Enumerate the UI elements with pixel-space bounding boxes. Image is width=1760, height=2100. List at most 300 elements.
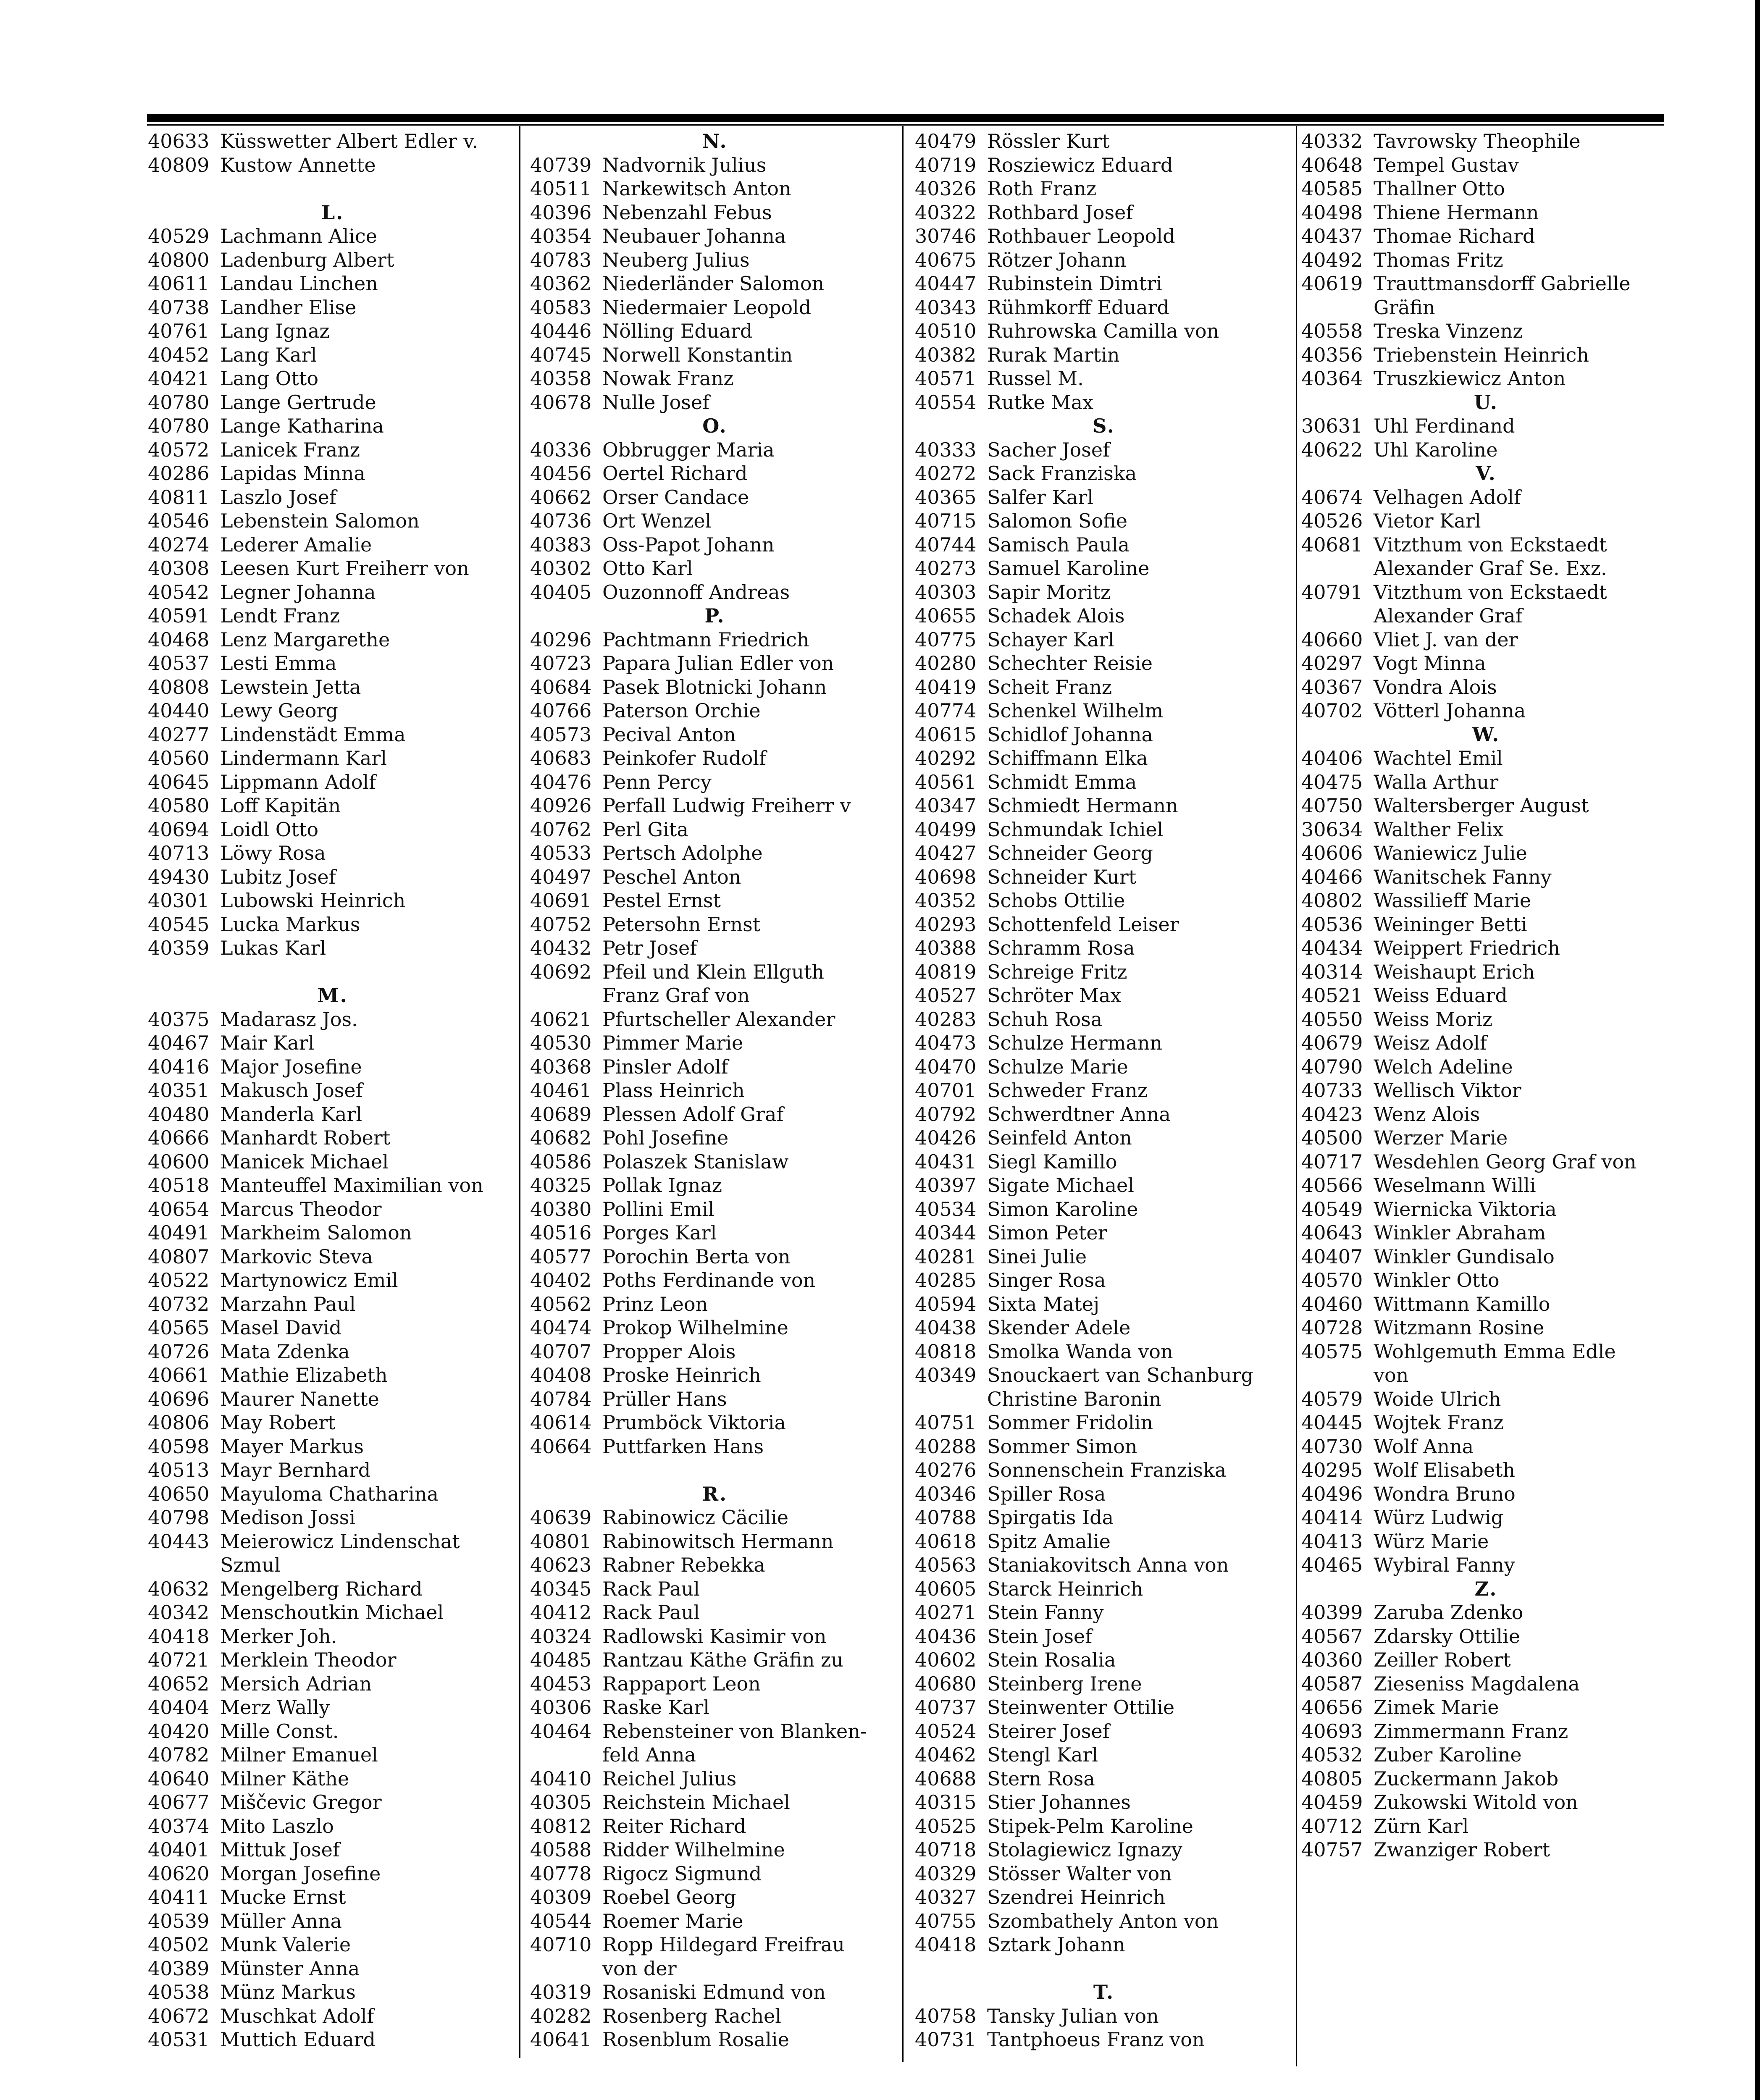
entry-row xyxy=(148,675,517,699)
entry-row xyxy=(530,1530,900,1554)
entry-number: 40744 xyxy=(915,533,977,556)
entry-name: Ladenburg Albert xyxy=(220,248,394,271)
entry-row xyxy=(530,1221,900,1245)
entry-number: 40527 xyxy=(915,984,977,1007)
entry-name: Pachtmann Friedrich xyxy=(602,628,809,651)
entry-name: Makusch Josef xyxy=(220,1079,363,1102)
entry-name: Lenz Margarethe xyxy=(220,628,390,651)
entry-name: Pinsler Adolf xyxy=(602,1055,728,1078)
entry-row xyxy=(148,1957,517,1981)
entry-name: Lindenstädt Emma xyxy=(220,723,406,746)
entry-row xyxy=(530,1126,900,1150)
entry-number: 40404 xyxy=(148,1696,210,1719)
entry-number: 40678 xyxy=(530,391,592,414)
entry-row xyxy=(148,1933,517,1957)
entry-number: 40407 xyxy=(1301,1245,1363,1268)
entry-number: 40560 xyxy=(148,747,210,769)
entry-number: 40497 xyxy=(530,865,592,888)
entry-number: 40575 xyxy=(1301,1340,1363,1363)
entry-name: Milner Käthe xyxy=(220,1767,349,1790)
entry-number: 40731 xyxy=(915,2028,977,2051)
entry-name: Mengelberg Richard xyxy=(220,1577,423,1600)
entry-row xyxy=(915,1530,1293,1554)
entry-row xyxy=(915,533,1293,557)
entry-row xyxy=(530,818,900,842)
entry-row xyxy=(915,580,1293,604)
entry-row xyxy=(915,1173,1293,1197)
entry-row xyxy=(1301,1482,1671,1506)
entry-number: 40572 xyxy=(148,438,210,461)
entry-name: Münster Anna xyxy=(220,1957,360,1980)
entry-name: Thomae Richard xyxy=(1374,225,1535,247)
entry-number: 40406 xyxy=(1301,747,1363,769)
entry-number: 40696 xyxy=(148,1387,210,1410)
entry-number: 40801 xyxy=(530,1530,592,1553)
entry-row xyxy=(1301,1173,1671,1197)
entry-row xyxy=(915,936,1293,960)
entry-number: 40301 xyxy=(148,889,210,912)
entry-name: Skender Adele xyxy=(987,1316,1131,1339)
entry-number: 40654 xyxy=(148,1197,210,1221)
entry-row xyxy=(148,486,517,509)
entry-name: Merker Joh. xyxy=(220,1625,337,1648)
entry-number: 40511 xyxy=(530,177,592,200)
entry-row xyxy=(1301,319,1671,343)
entry-name: Papara Julian Edler von xyxy=(602,652,834,675)
entry-row xyxy=(915,1150,1293,1174)
entry-name: Lang Karl xyxy=(220,343,317,366)
entry-name: Legner Johanna xyxy=(220,580,376,604)
entry-number: 40688 xyxy=(915,1767,977,1790)
entry-name: Prüller Hans xyxy=(602,1387,727,1410)
entry-number: 40807 xyxy=(148,1245,210,1268)
entry-number: 40811 xyxy=(148,486,210,509)
entry-name: Wassilieff Marie xyxy=(1374,889,1531,912)
entry-name: Prokop Wilhelmine xyxy=(602,1316,788,1339)
entry-row xyxy=(148,248,517,272)
entry-number: 40459 xyxy=(1301,1791,1363,1814)
entry-number: 40792 xyxy=(915,1102,977,1126)
entry-name: Zdarsky Ottilie xyxy=(1374,1625,1520,1648)
entry-row xyxy=(530,628,900,652)
entry-number: 40359 xyxy=(148,937,210,959)
entry-name: Werzer Marie xyxy=(1374,1126,1508,1149)
entry-row xyxy=(1301,509,1671,533)
entry-number: 40518 xyxy=(148,1174,210,1197)
entry-name: Penn Percy xyxy=(602,770,712,793)
entry-name: Petr Josef xyxy=(602,937,697,959)
entry-name: Raske Karl xyxy=(602,1696,709,1719)
entry-name: Vondra Alois xyxy=(1374,675,1497,698)
entry-name: Schreige Fritz xyxy=(987,960,1127,983)
entry-name: Landher Elise xyxy=(220,296,357,319)
entry-row xyxy=(1301,1316,1671,1340)
entry-number: 40309 xyxy=(530,1886,592,1908)
entry-name: Zieseniss Magdalena xyxy=(1374,1672,1580,1695)
entry-row xyxy=(915,1553,1293,1577)
entry-number: 40558 xyxy=(1301,320,1363,342)
entry-number: 40333 xyxy=(915,438,977,461)
entry-row xyxy=(915,913,1293,937)
entry-row xyxy=(148,841,517,865)
entry-name: Lebenstein Salomon xyxy=(220,509,420,532)
entry-row xyxy=(915,1577,1293,1601)
entry-number: 40672 xyxy=(148,2004,210,2027)
entry-number: 40806 xyxy=(148,1411,210,1434)
entry-number: 40295 xyxy=(1301,1459,1363,1481)
entry-row xyxy=(530,1173,900,1197)
entry-name: Oss-Papot Johann xyxy=(602,533,775,556)
entry-name: Manhardt Robert xyxy=(220,1126,391,1149)
entry-row xyxy=(915,1933,1293,1957)
entry-row xyxy=(148,1980,517,2004)
entry-number: 40280 xyxy=(915,652,977,675)
entry-name: Schneider Kurt xyxy=(987,865,1137,888)
entry-row xyxy=(148,1648,517,1672)
letter-heading: S. xyxy=(1093,415,1115,437)
entry-row xyxy=(148,1696,517,1719)
entry-number: 40352 xyxy=(915,889,977,912)
entry-row xyxy=(915,319,1293,343)
entry-number: 40525 xyxy=(915,1814,977,1838)
entry-name: Milner Emanuel xyxy=(220,1743,378,1766)
entry-row xyxy=(915,201,1293,225)
entry-name: Lange Gertrude xyxy=(220,391,376,414)
entry-number: 40530 xyxy=(530,1032,592,1054)
entry-number: 40354 xyxy=(530,225,592,247)
entry-number: 40586 xyxy=(530,1150,592,1173)
entry-number: 40684 xyxy=(530,675,592,698)
entry-name: Zwanziger Robert xyxy=(1374,1838,1550,1861)
entry-name: Peinkofer Rudolf xyxy=(602,747,767,769)
entry-name: Morgan Josefine xyxy=(220,1862,381,1885)
entry-name: Winkler Otto xyxy=(1374,1269,1500,1292)
entry-number: 40611 xyxy=(148,272,210,295)
entry-name: Schwerdtner Anna xyxy=(987,1102,1171,1126)
entry-number: 40272 xyxy=(915,462,977,485)
entry-number: 40421 xyxy=(148,367,210,390)
entry-row xyxy=(530,556,900,580)
entry-row xyxy=(1301,1126,1671,1150)
page-edge-right xyxy=(1755,0,1760,2100)
entry-number: 40723 xyxy=(530,652,592,675)
entry-number: 40677 xyxy=(148,1791,210,1814)
entry-name: Martynowicz Emil xyxy=(220,1269,398,1292)
entry-name: Rantzau Käthe Gräfin zu xyxy=(602,1648,843,1671)
entry-row xyxy=(1301,628,1671,652)
entry-name: Norwell Konstantin xyxy=(602,343,793,366)
entry-name: Otto Karl xyxy=(602,557,693,580)
entry-number: 40356 xyxy=(1301,343,1363,366)
entry-row xyxy=(148,1458,517,1482)
entry-number: 40818 xyxy=(915,1340,977,1363)
entry-name: Stein Fanny xyxy=(987,1601,1104,1624)
entry-number: 30746 xyxy=(915,225,977,247)
entry-row xyxy=(915,1696,1293,1719)
entry-row xyxy=(915,1008,1293,1032)
entry-number: 40414 xyxy=(1301,1506,1363,1529)
entry-number: 40522 xyxy=(148,1269,210,1292)
entry-name: Schulze Marie xyxy=(987,1055,1128,1078)
entry-name: Wenz Alois xyxy=(1374,1102,1480,1126)
entry-number: 40660 xyxy=(1301,628,1363,651)
entry-row xyxy=(915,153,1293,177)
entry-row xyxy=(915,438,1293,462)
entry-row xyxy=(1301,201,1671,225)
entry-row xyxy=(530,1790,900,1814)
entry-number: 49430 xyxy=(148,865,210,888)
entry-number: 40736 xyxy=(530,509,592,532)
entry-number: 40802 xyxy=(1301,889,1363,912)
entry-row xyxy=(915,1719,1293,1743)
entry-number: 40710 xyxy=(530,1933,592,1956)
entry-row xyxy=(148,1885,517,1909)
entry-row xyxy=(915,2004,1293,2028)
entry-row xyxy=(915,556,1293,580)
entry-row xyxy=(148,1767,517,1791)
entry-number: 40536 xyxy=(1301,913,1363,936)
entry-name: Pecival Anton xyxy=(602,723,736,746)
entry-number: 40491 xyxy=(148,1221,210,1244)
entry-name: Manderla Karl xyxy=(220,1102,363,1126)
entry-number: 40368 xyxy=(530,1055,592,1078)
entry-name: Vötterl Johanna xyxy=(1374,699,1526,722)
entry-row xyxy=(1301,343,1671,367)
entry-row xyxy=(915,1482,1293,1506)
entry-row xyxy=(530,1292,900,1316)
entry-name: Waltersberger August xyxy=(1374,794,1589,817)
entry-name: Pasek Blotnicki Johann xyxy=(602,675,827,698)
entry-name: Weisz Adolf xyxy=(1374,1032,1487,1054)
entry-name: Smolka Wanda von xyxy=(987,1340,1173,1363)
entry-row xyxy=(915,1079,1293,1102)
entry-row xyxy=(915,486,1293,509)
entry-number: 40456 xyxy=(530,462,592,485)
entry-number: 40591 xyxy=(148,604,210,627)
entry-number: 40780 xyxy=(148,415,210,437)
entry-row xyxy=(1301,1340,1671,1364)
entry-number: 40412 xyxy=(530,1601,592,1624)
entry-name: Woide Ulrich xyxy=(1374,1387,1501,1410)
entry-number: 40542 xyxy=(148,580,210,604)
entry-row xyxy=(530,438,900,462)
entry-number: 40728 xyxy=(1301,1316,1363,1339)
entry-name: Polaszek Stanislaw xyxy=(602,1150,789,1173)
entry-number: 40605 xyxy=(915,1577,977,1600)
entry-row xyxy=(530,391,900,415)
entry-number: 40791 xyxy=(1301,580,1363,604)
entry-row xyxy=(1301,1435,1671,1459)
entry-row xyxy=(1301,770,1671,794)
entry-row xyxy=(1301,818,1671,842)
entry-name: Würz Marie xyxy=(1374,1530,1489,1553)
entry-name: Markovic Steva xyxy=(220,1245,373,1268)
entry-name: Lewy Georg xyxy=(220,699,338,722)
entry-number: 40367 xyxy=(1301,675,1363,698)
entry-number: 40476 xyxy=(530,770,592,793)
entry-number: 40401 xyxy=(148,1838,210,1861)
entry-name: Rabner Rebekka xyxy=(602,1554,765,1576)
entry-name: Nowak Franz xyxy=(602,367,734,390)
entry-row xyxy=(530,1079,900,1102)
entry-row xyxy=(915,651,1293,675)
entry-row xyxy=(915,1411,1293,1435)
entry-name: Merklein Theodor xyxy=(220,1648,397,1671)
entry-name: Schiffmann Elka xyxy=(987,747,1148,769)
entry-row xyxy=(530,509,900,533)
entry-number: 40418 xyxy=(915,1933,977,1956)
entry-number: 40347 xyxy=(915,794,977,817)
entry-row xyxy=(148,343,517,367)
entry-row xyxy=(1301,1553,1671,1577)
entry-name: Loidl Otto xyxy=(220,818,319,841)
entry-row xyxy=(915,1031,1293,1055)
entry-name: Kustow Annette xyxy=(220,153,376,176)
entry-row xyxy=(530,2004,900,2028)
entry-number: 40462 xyxy=(915,1743,977,1766)
entry-number: 40550 xyxy=(1301,1008,1363,1031)
entry-name: Ruhrowska Camilla von xyxy=(987,320,1219,342)
entry-number: 40365 xyxy=(915,486,977,509)
entry-name: Staniakovitsch Anna von xyxy=(987,1554,1229,1576)
entry-name: Lange Katharina xyxy=(220,415,384,437)
entry-row xyxy=(148,1601,517,1625)
entry-name: Mathie Elizabeth xyxy=(220,1364,388,1386)
entry-name: Rack Paul xyxy=(602,1601,700,1624)
entry-number: 40286 xyxy=(148,462,210,485)
entry-number: 40345 xyxy=(530,1577,592,1600)
entry-name: Weininger Betti xyxy=(1374,913,1527,936)
entry-row xyxy=(148,580,517,604)
entry-name: Rack Paul xyxy=(602,1577,700,1600)
entry-number: 40621 xyxy=(530,1008,592,1031)
entry-row xyxy=(1301,913,1671,937)
entry-row xyxy=(148,818,517,842)
entry-number: 40766 xyxy=(530,699,592,722)
entry-number: 40492 xyxy=(1301,248,1363,271)
entry-row xyxy=(1301,580,1671,604)
entry-number: 40314 xyxy=(1301,960,1363,983)
entry-number: 30634 xyxy=(1301,818,1363,841)
entry-number: 40360 xyxy=(1301,1648,1363,1671)
entry-number: 40524 xyxy=(915,1719,977,1743)
entry-name: Scheit Franz xyxy=(987,675,1112,698)
entry-name: Spirgatis Ida xyxy=(987,1506,1114,1529)
entry-number: 40713 xyxy=(148,842,210,864)
entry-number: 40620 xyxy=(148,1862,210,1885)
entry-row xyxy=(148,1862,517,1886)
entry-name: Zimek Marie xyxy=(1374,1696,1499,1719)
entry-number: 40757 xyxy=(1301,1838,1363,1861)
entry-row xyxy=(915,889,1293,913)
entry-row xyxy=(915,1221,1293,1245)
entry-number: 40485 xyxy=(530,1648,592,1671)
entry-number: 40466 xyxy=(1301,865,1363,888)
entry-row xyxy=(530,343,900,367)
entry-number: 40751 xyxy=(915,1411,977,1434)
entry-number: 40332 xyxy=(1301,130,1363,152)
entry-name: Propper Alois xyxy=(602,1340,736,1363)
entry-name: Stolagiewicz Ignazy xyxy=(987,1838,1182,1861)
entry-row xyxy=(148,794,517,818)
entry-name: May Robert xyxy=(220,1411,336,1434)
entry-row xyxy=(915,1245,1293,1269)
entry-row xyxy=(530,913,900,937)
entry-number: 40580 xyxy=(148,794,210,817)
entry-name: Uhl Karoline xyxy=(1374,438,1498,461)
entry-row xyxy=(1301,1838,1671,1862)
entry-number: 40531 xyxy=(148,2028,210,2051)
entry-name: Weselmann Willi xyxy=(1374,1174,1536,1197)
entry-name: Wohlgemuth Emma Edle xyxy=(1374,1340,1616,1363)
entry-row xyxy=(530,1435,900,1459)
entry-number: 40554 xyxy=(915,391,977,414)
entry-number: 40464 xyxy=(530,1719,592,1743)
entry-row xyxy=(530,462,900,486)
entry-row xyxy=(915,1885,1293,1909)
entry-number: 40467 xyxy=(148,1032,210,1054)
entry-row xyxy=(148,1435,517,1459)
entry-number: 40452 xyxy=(148,343,210,366)
entry-number: 40475 xyxy=(1301,770,1363,793)
entry-number: 40615 xyxy=(915,723,977,746)
entry-number: 40440 xyxy=(148,699,210,722)
entry-number: 40602 xyxy=(915,1648,977,1671)
entry-number: 40561 xyxy=(915,770,977,793)
entry-name: Sommer Fridolin xyxy=(987,1411,1153,1434)
entry-number: 40389 xyxy=(148,1957,210,1980)
entry-name: Rabinowicz Cäcilie xyxy=(602,1506,789,1529)
entry-row xyxy=(148,604,517,628)
entry-number: 40346 xyxy=(915,1482,977,1505)
entry-name: Lewstein Jetta xyxy=(220,675,361,698)
entry-name: Mucke Ernst xyxy=(220,1886,346,1908)
entry-row xyxy=(148,1363,517,1387)
entry-number: 40712 xyxy=(1301,1814,1363,1838)
entry-name: Schweder Franz xyxy=(987,1079,1148,1102)
entry-number: 40614 xyxy=(530,1411,592,1434)
entry-number: 40681 xyxy=(1301,533,1363,556)
blank-line xyxy=(148,960,517,984)
entry-name: Rebensteiner von Blanken- xyxy=(602,1719,867,1743)
entry-row xyxy=(915,1316,1293,1340)
entry-row xyxy=(530,1814,900,1838)
entry-name: Rutke Max xyxy=(987,391,1093,414)
entry-number: 40715 xyxy=(915,509,977,532)
entry-row xyxy=(148,1079,517,1102)
entry-row xyxy=(148,509,517,533)
entry-name: Schröter Max xyxy=(987,984,1122,1007)
entry-row xyxy=(530,296,900,320)
entry-number: 40693 xyxy=(1301,1719,1363,1743)
entry-name: Manteuffel Maximilian von xyxy=(220,1174,483,1197)
entry-row xyxy=(1301,1506,1671,1530)
entry-row xyxy=(530,367,900,391)
entry-row xyxy=(530,224,900,248)
entry-name: Puttfarken Hans xyxy=(602,1435,764,1458)
entry-row xyxy=(915,1862,1293,1886)
entry-name: Meierowicz Lindenschat xyxy=(220,1530,460,1553)
entry-name: Rühmkorff Eduard xyxy=(987,296,1169,319)
entry-row xyxy=(530,1316,900,1340)
entry-name: Schidlof Johanna xyxy=(987,723,1153,746)
entry-row xyxy=(148,1245,517,1269)
entry-name: Steinwenter Ottilie xyxy=(987,1696,1175,1719)
entry-number: 40447 xyxy=(915,272,977,295)
entry-row xyxy=(148,1340,517,1364)
entry-row xyxy=(148,1126,517,1150)
letter-heading: L. xyxy=(321,201,344,224)
